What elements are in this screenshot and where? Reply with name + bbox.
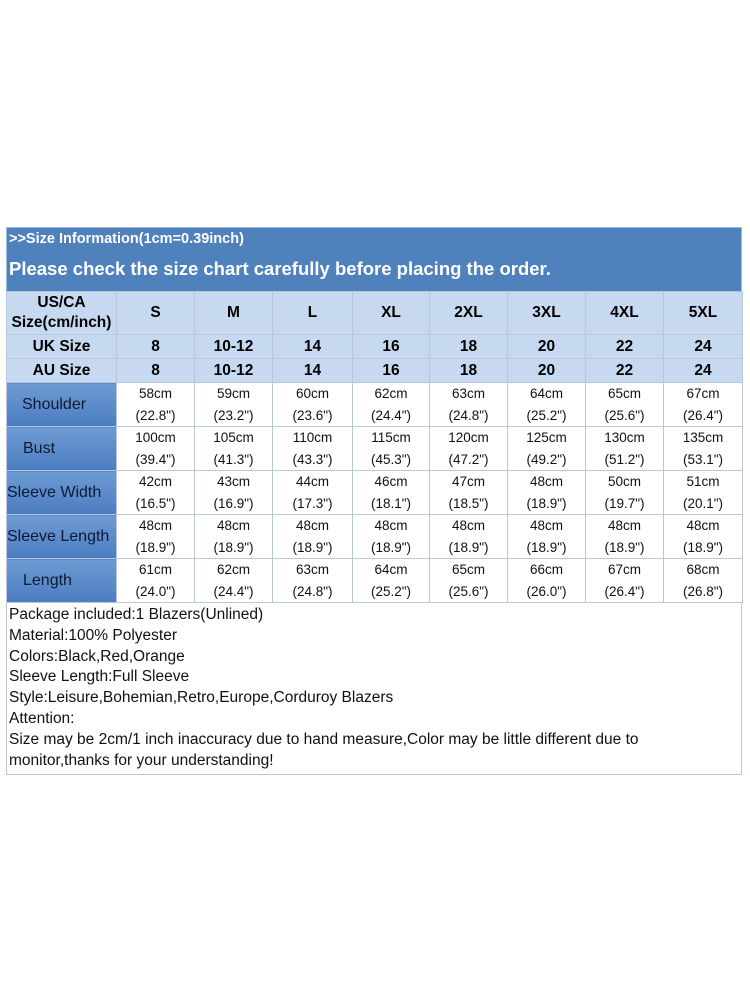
measurement-cell	[195, 383, 273, 427]
cm-value: 46cm	[374, 474, 408, 489]
measurement-cell	[664, 427, 743, 471]
inch-value: (18.9")	[526, 539, 567, 555]
au-size-cell: 10-12	[195, 359, 273, 383]
inch-value: (18.9")	[213, 539, 254, 555]
cm-value: 63cm	[295, 562, 329, 577]
cm-value: 68cm	[686, 562, 720, 577]
measurement-cell	[508, 471, 586, 515]
cm-value: 105cm	[213, 430, 254, 445]
au-size-label: AU Size	[7, 359, 117, 383]
size-info-heading: >>Size Information(1cm=0.39inch)	[9, 231, 244, 247]
inch-value: (25.2")	[370, 583, 412, 599]
measurement-cell	[353, 471, 430, 515]
size-cell: XL	[353, 292, 430, 335]
au-size-cell: 20	[508, 359, 586, 383]
inch-value: (24.0")	[135, 583, 176, 599]
cm-value: 44cm	[295, 474, 329, 489]
size-cell: 3XL	[508, 292, 586, 335]
cm-value: 48cm	[138, 518, 172, 533]
inch-value: (45.3")	[370, 451, 412, 467]
size-cell: 5XL	[664, 292, 743, 335]
inch-value: (26.8")	[682, 583, 724, 599]
cm-value: 64cm	[529, 386, 563, 401]
measurement-cell	[117, 383, 195, 427]
inch-value: (41.3")	[213, 451, 254, 467]
inch-value: (47.2")	[448, 451, 489, 467]
measurement-cell	[195, 559, 273, 603]
uk-size-cell: 16	[353, 335, 430, 359]
inch-value: (16.9")	[213, 495, 254, 511]
style-note: Style:Leisure,Bohemian,Retro,Europe,Corduroy Blazers	[9, 689, 394, 707]
measurement-cell	[117, 559, 195, 603]
disclaimer-note: Size may be 2cm/1 inch inaccuracy due to hand measure,Color may be little different due to monitor,thanks for your understanding!	[9, 730, 639, 769]
cm-value: 48cm	[295, 518, 329, 533]
cm-value: 48cm	[529, 518, 563, 533]
cm-value: 65cm	[607, 386, 641, 401]
measurement-cell	[586, 471, 664, 515]
size-chart-banner	[6, 227, 742, 291]
size-cell: L	[273, 292, 353, 335]
measurement-cell	[117, 471, 195, 515]
inch-value: (19.7")	[604, 495, 645, 511]
measurement-cell	[195, 471, 273, 515]
cm-value: 130cm	[604, 430, 645, 445]
measurement-cell	[273, 559, 353, 603]
measurement-row	[7, 515, 743, 559]
us-size-label: US/CA Size(cm/inch)	[7, 292, 117, 335]
inch-value: (26.4")	[682, 407, 724, 423]
inch-value: (43.3")	[292, 451, 333, 467]
inch-value: (25.6")	[604, 407, 645, 423]
measurement-cell	[664, 515, 743, 559]
cm-value: 48cm	[216, 518, 250, 533]
inch-value: (39.4")	[135, 451, 176, 467]
au-size-cell: 18	[430, 359, 508, 383]
cm-value: 51cm	[686, 474, 720, 489]
cm-value: 62cm	[216, 562, 250, 577]
inch-value: (24.4")	[370, 407, 412, 423]
us-size-row	[7, 292, 743, 335]
au-size-cell: 24	[664, 359, 743, 383]
cm-value: 135cm	[682, 430, 724, 445]
inch-value: (18.9")	[448, 539, 489, 555]
measurement-cell	[273, 471, 353, 515]
cm-value: 48cm	[374, 518, 408, 533]
uk-size-row	[7, 335, 743, 359]
material-note: Material:100% Polyester	[9, 626, 177, 644]
inch-value: (26.4")	[604, 583, 645, 599]
size-cell: S	[117, 292, 195, 335]
uk-size-cell: 20	[508, 335, 586, 359]
measurement-label: Length	[7, 559, 117, 603]
attention-note: Attention:	[9, 709, 75, 727]
inch-value: (18.9")	[370, 539, 412, 555]
cm-value: 110cm	[292, 430, 333, 445]
measurement-row	[7, 427, 743, 471]
product-notes	[6, 603, 742, 775]
inch-value: (20.1")	[682, 495, 724, 511]
inch-value: (51.2")	[604, 451, 645, 467]
au-size-cell: 22	[586, 359, 664, 383]
measurement-row	[7, 383, 743, 427]
inch-value: (18.9")	[604, 539, 645, 555]
inch-value: (16.5")	[135, 495, 176, 511]
cm-value: 47cm	[451, 474, 485, 489]
measurement-cell	[273, 383, 353, 427]
measurement-cell	[586, 559, 664, 603]
inch-value: (18.1")	[370, 495, 412, 511]
measurement-cell	[508, 515, 586, 559]
measurement-label: Shoulder	[7, 383, 117, 427]
measurement-row	[7, 471, 743, 515]
measurement-cell	[664, 383, 743, 427]
cm-value: 60cm	[295, 386, 329, 401]
measurement-cell	[430, 515, 508, 559]
uk-size-cell: 10-12	[195, 335, 273, 359]
measurement-cell	[586, 383, 664, 427]
measurement-cell	[508, 383, 586, 427]
cm-value: 48cm	[529, 474, 563, 489]
inch-value: (25.2")	[526, 407, 567, 423]
cm-value: 120cm	[448, 430, 489, 445]
measurement-cell	[353, 515, 430, 559]
measurement-cell	[353, 383, 430, 427]
uk-size-cell: 14	[273, 335, 353, 359]
cm-value: 48cm	[607, 518, 641, 533]
measurement-cell	[430, 383, 508, 427]
measurement-cell	[430, 427, 508, 471]
cm-value: 65cm	[451, 562, 485, 577]
cm-value: 58cm	[138, 386, 172, 401]
cm-value: 115cm	[371, 430, 411, 445]
measurement-cell	[664, 471, 743, 515]
measurement-cell	[195, 515, 273, 559]
inch-value: (24.4")	[213, 583, 254, 599]
cm-value: 61cm	[138, 562, 172, 577]
measurement-cell	[273, 515, 353, 559]
cm-value: 59cm	[216, 386, 250, 401]
measurement-label: Sleeve Width	[7, 471, 117, 515]
uk-size-label: UK Size	[7, 335, 117, 359]
measurement-cell	[195, 427, 273, 471]
size-cell: 2XL	[430, 292, 508, 335]
measurement-cell	[273, 427, 353, 471]
size-table	[6, 291, 743, 603]
measurement-cell	[664, 559, 743, 603]
inch-value: (23.2")	[213, 407, 254, 423]
measurement-cell	[508, 427, 586, 471]
inch-value: (18.9")	[526, 495, 567, 511]
cm-value: 67cm	[607, 562, 641, 577]
measurement-cell	[117, 515, 195, 559]
measurement-cell	[430, 471, 508, 515]
inch-value: (22.8")	[135, 407, 176, 423]
size-chart	[6, 227, 742, 775]
uk-size-cell: 8	[117, 335, 195, 359]
measurement-label: Bust	[7, 427, 117, 471]
inch-value: (24.8")	[292, 583, 333, 599]
inch-value: (26.0")	[526, 583, 567, 599]
inch-value: (23.6")	[292, 407, 333, 423]
measurement-label: Sleeve Length	[7, 515, 117, 559]
sleeve-note: Sleeve Length:Full Sleeve	[9, 668, 190, 686]
colors-note: Colors:Black,Red,Orange	[9, 647, 185, 665]
au-size-row	[7, 359, 743, 383]
inch-value: (18.5")	[448, 495, 489, 511]
measurement-cell	[430, 559, 508, 603]
inch-value: (18.9")	[292, 539, 333, 555]
cm-value: 62cm	[374, 386, 408, 401]
measurement-cell	[508, 559, 586, 603]
cm-value: 43cm	[216, 474, 250, 489]
cm-value: 67cm	[686, 386, 720, 401]
cm-value: 42cm	[138, 474, 172, 489]
inch-value: (49.2")	[526, 451, 567, 467]
au-size-cell: 8	[117, 359, 195, 383]
cm-value: 48cm	[686, 518, 720, 533]
cm-value: 125cm	[526, 430, 567, 445]
inch-value: (53.1")	[682, 451, 724, 467]
size-cell: M	[195, 292, 273, 335]
cm-value: 50cm	[607, 474, 641, 489]
au-size-cell: 16	[353, 359, 430, 383]
measurement-cell	[117, 427, 195, 471]
au-size-cell: 14	[273, 359, 353, 383]
package-note: Package included:1 Blazers(Unlined)	[9, 606, 264, 623]
inch-value: (17.3")	[292, 495, 333, 511]
uk-size-cell: 22	[586, 335, 664, 359]
cm-value: 64cm	[374, 562, 408, 577]
inch-value: (25.6")	[448, 583, 489, 599]
size-check-notice: Please check the size chart carefully before placing the order.	[9, 258, 551, 279]
size-cell: 4XL	[586, 292, 664, 335]
measurement-cell	[353, 559, 430, 603]
inch-value: (24.8")	[448, 407, 489, 423]
cm-value: 100cm	[135, 430, 176, 445]
uk-size-cell: 18	[430, 335, 508, 359]
measurement-cell	[353, 427, 430, 471]
measurement-cell	[586, 515, 664, 559]
cm-value: 48cm	[451, 518, 485, 533]
inch-value: (18.9")	[682, 539, 724, 555]
uk-size-cell: 24	[664, 335, 743, 359]
cm-value: 66cm	[529, 562, 563, 577]
measurement-cell	[586, 427, 664, 471]
cm-value: 63cm	[451, 386, 485, 401]
measurement-row	[7, 559, 743, 603]
inch-value: (18.9")	[135, 539, 176, 555]
